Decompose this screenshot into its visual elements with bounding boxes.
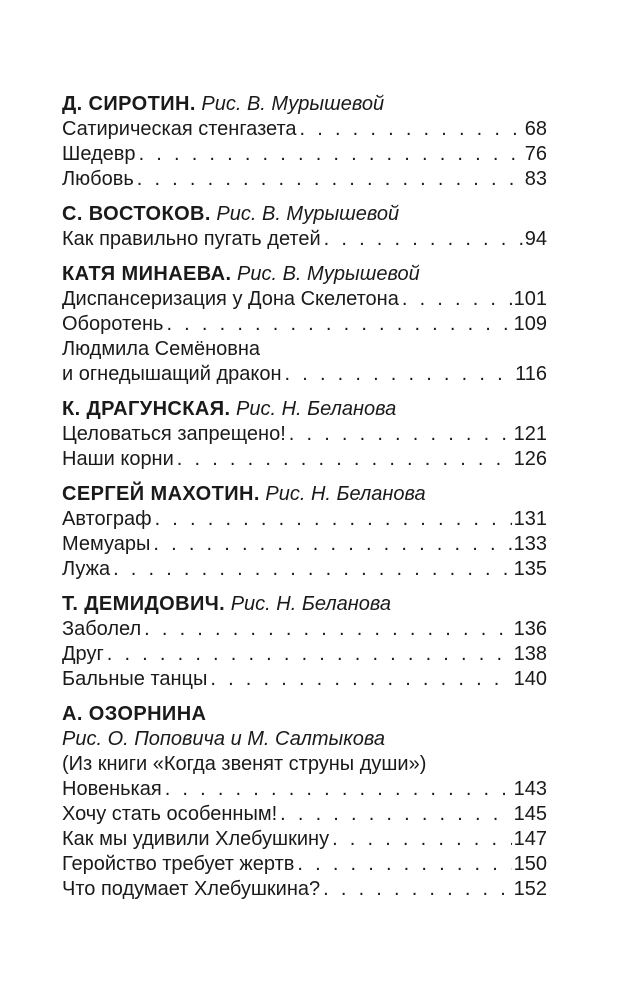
dot-leader <box>110 557 512 582</box>
dot-leader <box>321 227 523 252</box>
entry-title: Что подумает Хлебушкина? <box>62 878 321 900</box>
page-number: 121 <box>513 423 547 445</box>
dot-leader <box>104 642 512 667</box>
toc-entry[interactable] <box>62 877 547 902</box>
page-number: 83 <box>524 168 547 190</box>
entry-title: Целоваться запрещено! <box>62 423 286 445</box>
dot-leader <box>286 422 512 447</box>
entry-title: Друг <box>62 643 104 665</box>
illustrator-credit: Рис. Н. Беланова <box>265 483 426 505</box>
toc-entry[interactable] <box>62 362 547 387</box>
toc-entry[interactable] <box>62 617 547 642</box>
entry-title: Геройство требует жертв <box>62 853 295 875</box>
page-number: 126 <box>513 448 547 470</box>
toc-entry[interactable] <box>62 142 547 167</box>
toc-section <box>62 592 547 692</box>
source-note: (Из книги «Когда звенят струны души») <box>62 753 427 775</box>
page-number: 116 <box>515 363 547 385</box>
entry-title: Наши корни <box>62 448 174 470</box>
author-heading <box>62 702 547 727</box>
entry-title: Шедевр <box>62 143 136 165</box>
page-number: 101 <box>513 288 547 310</box>
toc-entry[interactable] <box>62 557 547 582</box>
page-number: 68 <box>524 118 547 140</box>
entry-title: Как мы удивили Хлебушкину <box>62 828 330 850</box>
dot-leader <box>329 827 512 852</box>
dot-leader <box>134 167 523 192</box>
dot-leader <box>399 287 512 312</box>
entry-title: и огнедышащий дракон <box>62 363 282 385</box>
toc-entry[interactable] <box>62 117 547 142</box>
author-heading <box>62 202 547 227</box>
author-heading <box>62 262 547 287</box>
author-heading <box>62 592 547 617</box>
dot-leader <box>152 507 512 532</box>
toc-entry[interactable] <box>62 642 547 667</box>
illustrator-credit: Рис. В. Мурышевой <box>237 263 420 285</box>
dot-leader <box>162 777 512 802</box>
author-heading <box>62 92 547 117</box>
page-number: 76 <box>524 143 547 165</box>
toc-entry[interactable] <box>62 802 547 827</box>
toc-section <box>62 202 547 252</box>
dot-leader <box>141 617 511 642</box>
author-name: Д. СИРОТИН. <box>62 93 196 115</box>
dot-leader <box>320 877 511 902</box>
toc-entry[interactable] <box>62 507 547 532</box>
page-number: 150 <box>513 853 547 875</box>
illustrator-credit: Рис. О. Поповича и М. Салтыкова <box>62 728 385 750</box>
toc-entry[interactable] <box>62 167 547 192</box>
author-name: Т. ДЕМИДОВИЧ. <box>62 593 226 615</box>
author-name: С. ВОСТОКОВ. <box>62 203 211 225</box>
dot-leader <box>277 802 511 827</box>
dot-leader <box>150 532 511 557</box>
entry-title: Заболел <box>62 618 142 640</box>
dot-leader <box>136 142 523 167</box>
page-number: 133 <box>513 533 547 555</box>
entry-title: Новенькая <box>62 778 162 800</box>
toc-section <box>62 482 547 582</box>
author-name: А. ОЗОРНИНА <box>62 703 207 725</box>
toc-entry[interactable] <box>62 852 547 877</box>
toc-section <box>62 702 547 902</box>
illustrator-credit: Рис. Н. Беланова <box>236 398 397 420</box>
table-of-contents <box>62 92 547 902</box>
author-heading <box>62 482 547 507</box>
entry-title: Бальные танцы <box>62 668 208 690</box>
toc-entry[interactable] <box>62 532 547 557</box>
entry-title-first-line[interactable]: Людмила Семёновна <box>62 338 261 360</box>
page-number: 143 <box>513 778 547 800</box>
author-name: СЕРГЕЙ МАХОТИН. <box>62 483 260 505</box>
toc-section <box>62 92 547 192</box>
author-name: КАТЯ МИНАЕВА. <box>62 263 232 285</box>
page-number: 94 <box>524 228 547 250</box>
toc-entry[interactable] <box>62 447 547 472</box>
page-number: 109 <box>513 313 547 335</box>
entry-title: Диспансеризация у Дона Скелетона <box>62 288 399 310</box>
toc-entry[interactable] <box>62 227 547 252</box>
author-heading <box>62 397 547 422</box>
dot-leader <box>163 312 511 337</box>
toc-entry[interactable] <box>62 312 547 337</box>
illustrator-credit: Рис. Н. Беланова <box>230 593 391 615</box>
illustrator-credit: Рис. В. Мурышевой <box>216 203 400 225</box>
toc-entry[interactable] <box>62 422 547 447</box>
dot-leader <box>282 362 514 387</box>
page-number: 136 <box>513 618 547 640</box>
entry-title: Автограф <box>62 508 152 530</box>
toc-entry[interactable] <box>62 287 547 312</box>
page-number: 138 <box>513 643 547 665</box>
page-number: 147 <box>513 828 547 850</box>
toc-entry[interactable] <box>62 667 547 692</box>
entry-title: Хочу стать особенным! <box>62 803 278 825</box>
page-number: 145 <box>513 803 547 825</box>
entry-title: Как правильно пугать детей <box>62 228 321 250</box>
toc-section <box>62 397 547 472</box>
author-name: К. ДРАГУНСКАЯ. <box>62 398 231 420</box>
page-number: 140 <box>513 668 547 690</box>
entry-title: Оборотень <box>62 313 164 335</box>
toc-entry[interactable] <box>62 777 547 802</box>
dot-leader <box>294 852 511 877</box>
entry-title: Мемуары <box>62 533 151 555</box>
entry-title: Лужа <box>62 558 111 580</box>
illustrator-credit: Рис. В. Мурышевой <box>201 93 385 115</box>
entry-title: Сатирическая стенгазета <box>62 118 297 140</box>
toc-entry[interactable] <box>62 827 547 852</box>
toc-section <box>62 262 547 387</box>
page-number: 135 <box>513 558 547 580</box>
entry-title: Любовь <box>62 168 134 190</box>
dot-leader <box>174 447 512 472</box>
dot-leader <box>297 117 523 142</box>
page-number: 152 <box>513 878 547 900</box>
dot-leader <box>207 667 511 692</box>
page-number: 131 <box>513 508 547 530</box>
